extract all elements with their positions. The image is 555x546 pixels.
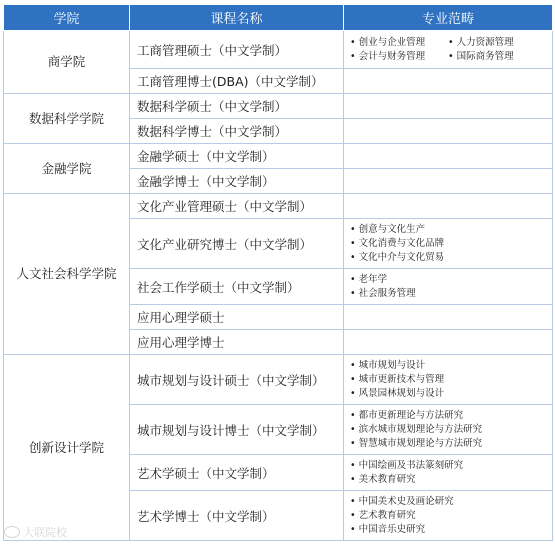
majors-cell [344,269,553,305]
majors-cell [344,169,553,194]
watermark [4,524,67,540]
course-cell: 数据科学硕士（中文学制） [130,94,344,119]
major-item: • 国际商务管理 [448,50,546,64]
majors-cell [344,144,553,169]
course-cell: 城市规划与设计博士（中文学制） [130,405,344,455]
watermark-text: 大联院校 [23,526,67,539]
course-cell: 艺术学博士（中文学制） [130,491,344,541]
major-item: • 城市更新技术与管理 [350,373,546,387]
header-course: 课程名称 [130,5,344,31]
majors-cell [344,219,553,269]
course-cell: 艺术学硕士（中文学制） [130,455,344,491]
major-item: • 都市更新理论与方法研究 [350,409,546,423]
majors-cell [344,194,553,219]
major-item: • 智慧城市规划理论与方法研究 [350,437,546,451]
table-row [4,31,553,69]
major-item: • 城市规划与设计 [350,359,546,373]
table-row [4,355,553,405]
table-row [4,144,553,169]
major-item: • 创业与企业管理 [350,36,448,50]
majors-cell [344,330,553,355]
major-item: • 艺术教育研究 [350,509,546,523]
course-cell: 应用心理学硕士 [130,305,344,330]
school-cell: 数据科学学院 [4,94,130,144]
course-cell: 应用心理学博士 [130,330,344,355]
major-item: • 老年学 [350,273,546,287]
course-cell: 金融学博士（中文学制） [130,169,344,194]
majors-cell [344,405,553,455]
major-item: • 风景园林规划与设计 [350,387,546,401]
school-cell: 商学院 [4,31,130,94]
course-cell: 社会工作学硕士（中文学制） [130,269,344,305]
weibo-logo-icon [4,526,20,538]
major-item: • 人力资源管理 [448,36,546,50]
course-cell: 文化产业研究博士（中文学制） [130,219,344,269]
majors-cell [344,94,553,119]
table-row [4,194,553,219]
course-cell: 工商管理博士(DBA)（中文学制） [130,69,344,94]
major-item: • 文化消费与文化品牌 [350,237,546,251]
major-item: • 滨水城市规划理论与方法研究 [350,423,546,437]
table-header-row [4,5,553,31]
course-cell: 工商管理硕士（中文学制） [130,31,344,69]
school-cell: 人文社会科学学院 [4,194,130,355]
majors-cell [344,31,553,69]
major-item: • 中国美术史及画论研究 [350,495,546,509]
majors-cell [344,305,553,330]
course-cell: 金融学硕士（中文学制） [130,144,344,169]
major-item: • 中国绘画及书法篆刻研究 [350,459,546,473]
major-item: • 社会服务管理 [350,287,546,301]
major-item: • 文化中介与文化贸易 [350,251,546,265]
major-item: • 会计与财务管理 [350,50,448,64]
header-majors: 专业范畴 [344,5,553,31]
major-item: • 中国音乐史研究 [350,523,546,537]
school-cell: 创新设计学院 [4,355,130,541]
table-row [4,94,553,119]
course-cell: 数据科学博士（中文学制） [130,119,344,144]
majors-cell [344,491,553,541]
majors-cell [344,455,553,491]
course-cell: 城市规划与设计硕士（中文学制） [130,355,344,405]
majors-cell [344,119,553,144]
majors-cell [344,69,553,94]
header-school: 学院 [4,5,130,31]
major-item: • 创意与文化生产 [350,223,546,237]
school-cell: 金融学院 [4,144,130,194]
majors-cell [344,355,553,405]
program-table [3,4,553,541]
course-cell: 文化产业管理硕士（中文学制） [130,194,344,219]
major-item: • 美术教育研究 [350,473,546,487]
